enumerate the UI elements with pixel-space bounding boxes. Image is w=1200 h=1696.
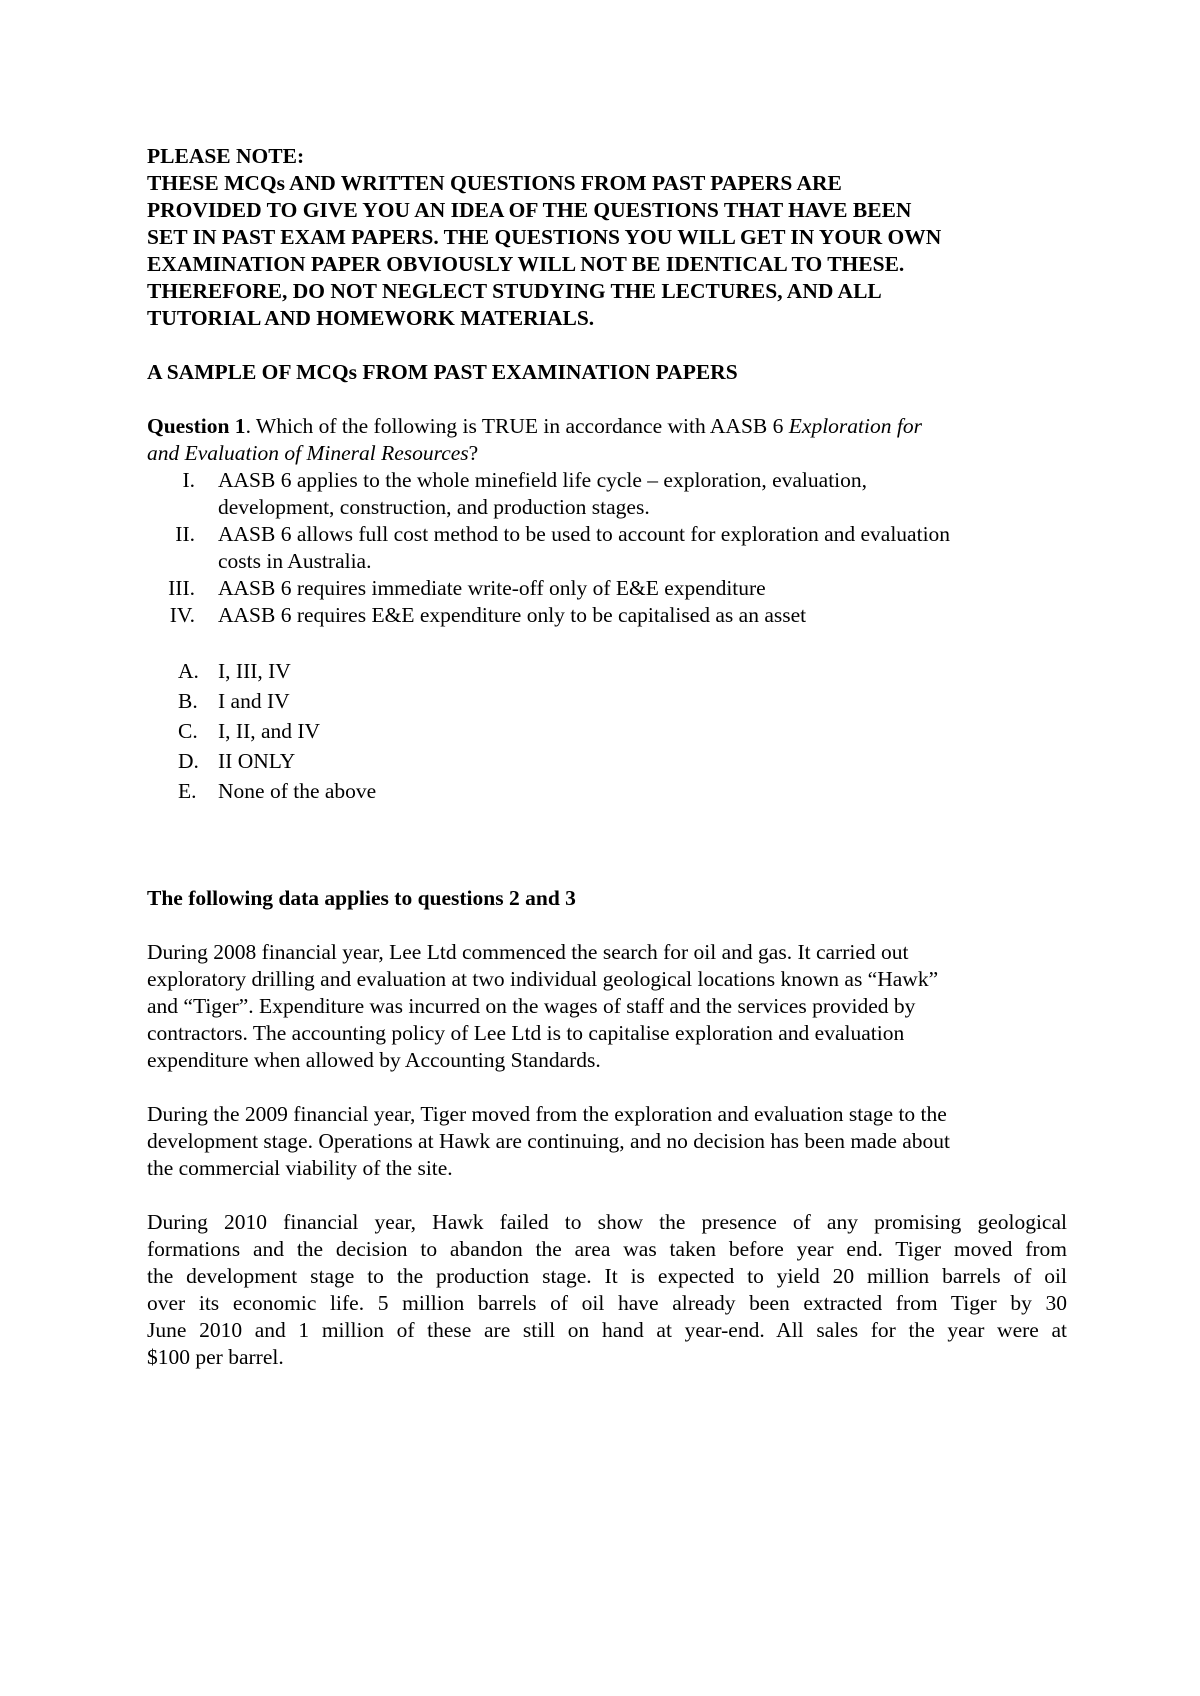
statement-item [147, 602, 1067, 629]
paragraph-line: contractors. The accounting policy of Lee Ltd is to capitalise exploration and evaluation [147, 1021, 905, 1045]
notice-line: EXAMINATION PAPER OBVIOUSLY WILL NOT BE IDENTICAL TO THESE. [147, 252, 905, 276]
option-letter: A. [178, 659, 199, 683]
standard-title-cont: and Evaluation of Mineral Resources [147, 441, 469, 465]
data-heading: The following data applies to questions 2 and 3 [147, 886, 576, 910]
statement-text: costs in Australia. [218, 549, 372, 573]
paragraph-line: During the 2009 financial year, Tiger moved from the exploration and evaluation stage to the [147, 1102, 947, 1126]
option-text: II ONLY [218, 749, 296, 773]
notice-line: TUTORIAL AND HOMEWORK MATERIALS. [147, 306, 595, 330]
question-1-stem [147, 413, 1067, 467]
statement-item [147, 575, 1067, 602]
paragraph-2008 [147, 939, 1067, 1074]
answer-option-a [147, 658, 1067, 685]
sample-heading: A SAMPLE OF MCQs FROM PAST EXAMINATION PAPERS [147, 360, 738, 384]
statement-item [147, 467, 1067, 521]
option-text: I, II, and IV [218, 719, 321, 743]
paragraph-2010 [147, 1209, 1067, 1371]
option-letter: D. [178, 749, 199, 773]
answer-options [147, 658, 1067, 805]
statement-number: II. [175, 522, 195, 546]
statement-number: IV. [169, 603, 195, 627]
notice-block [147, 143, 1067, 332]
option-letter: C. [178, 719, 198, 743]
question-1-label: Question 1 [147, 414, 246, 438]
statement-number: I. [182, 468, 195, 492]
paragraph-line: the commercial viability of the site. [147, 1156, 453, 1180]
notice-heading: PLEASE NOTE: [147, 144, 305, 168]
answer-option-d [147, 748, 1067, 775]
document-page [147, 143, 1067, 1371]
notice-line: THEREFORE, DO NOT NEGLECT STUDYING THE LECTURES, AND ALL [147, 279, 882, 303]
answer-option-e [147, 778, 1067, 805]
option-text: I and IV [218, 689, 290, 713]
paragraph-line: June 2010 and 1 million of these are still on hand at year-end. All sales for the year were at [147, 1318, 1067, 1342]
paragraph-line: During 2008 financial year, Lee Ltd commenced the search for oil and gas. It carried out [147, 940, 909, 964]
paragraph-line: expenditure when allowed by Accounting Standards. [147, 1048, 601, 1072]
paragraph-line: the development stage to the production stage. It is expected to yield 20 million barrels of oil [147, 1264, 1067, 1288]
paragraph-line: over its economic life. 5 million barrels of oil have already been extracted from Tiger by 30 [147, 1291, 1067, 1315]
option-letter: B. [178, 689, 198, 713]
question-1 [147, 413, 1067, 805]
paragraph-2009 [147, 1101, 1067, 1182]
notice-line: PROVIDED TO GIVE YOU AN IDEA OF THE QUESTIONS THAT HAVE BEEN [147, 198, 912, 222]
statement-text: development, construction, and production stages. [218, 495, 650, 519]
option-letter: E. [178, 779, 197, 803]
statement-text: AASB 6 requires immediate write-off only of E&E expenditure [218, 576, 766, 600]
paragraph-line: and “Tiger”. Expenditure was incurred on the wages of staff and the services provided by [147, 994, 916, 1018]
paragraph-line: $100 per barrel. [147, 1345, 284, 1369]
statement-item [147, 521, 1067, 575]
paragraph-line: formations and the decision to abandon the area was taken before year end. Tiger moved from [147, 1237, 1067, 1261]
option-text: None of the above [218, 779, 377, 803]
standard-title: Exploration for [788, 414, 922, 438]
statement-text: AASB 6 applies to the whole minefield life cycle – exploration, evaluation, [218, 468, 868, 492]
paragraph-line: exploratory drilling and evaluation at two individual geological locations known as “Hawk” [147, 967, 939, 991]
statement-text: AASB 6 allows full cost method to be used to account for exploration and evaluation [218, 522, 951, 546]
notice-line: THESE MCQs AND WRITTEN QUESTIONS FROM PAST PAPERS ARE [147, 171, 842, 195]
answer-option-c [147, 718, 1067, 745]
statement-list [147, 467, 1067, 629]
paragraph-line: During 2010 financial year, Hawk failed to show the presence of any promising geological [147, 1210, 1067, 1234]
answer-option-b [147, 688, 1067, 715]
statement-text: AASB 6 requires E&E expenditure only to be capitalised as an asset [218, 603, 807, 627]
paragraph-line: development stage. Operations at Hawk are continuing, and no decision has been made about [147, 1129, 951, 1153]
notice-line: SET IN PAST EXAM PAPERS. THE QUESTIONS YOU WILL GET IN YOUR OWN [147, 225, 942, 249]
question-1-end: ? [468, 441, 479, 465]
option-text: I, III, IV [218, 659, 291, 683]
question-1-text: . Which of the following is TRUE in accordance with AASB 6 [245, 414, 789, 438]
statement-number: III. [168, 576, 195, 600]
